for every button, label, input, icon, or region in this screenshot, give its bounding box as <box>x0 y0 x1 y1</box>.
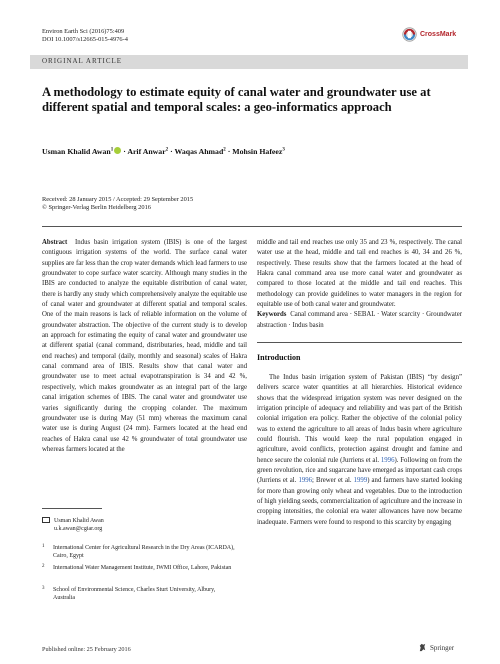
copyright: © Springer-Verlag Berlin Heidelberg 2016 <box>42 204 151 212</box>
author-affil-number: 2 <box>165 147 169 153</box>
citation-link[interactable]: 1999 <box>353 477 368 485</box>
springer-horse-icon <box>418 643 427 652</box>
journal-citation: Environ Earth Sci (2016)75:409 <box>42 28 125 35</box>
intro-text: ; Brewer et al. <box>312 477 352 485</box>
springer-logo <box>418 643 454 652</box>
abstract-text: Indus basin irrigation system (IBIS) is one of the largest contiguous irrigation systems of the world. The surface canal water supplies are far less than the crop water demands which lead farmers to use groundwater to cope surface water scarcity. Although many studies in the IBIS are conducted to analyze the equitable distribution of canal water, there is hardly any study which comprehensively analyze the equitable use of canal water and groundwater at different spatial and temporal scales. One of the main reasons is lack of reliable information on the volume of groundwater abstraction. The objective of the current study is to develop an approach for estimating the equity of canal water and groundwater use at different spatial (canal command, distributaries, head, middle and tail end reaches) and temporal (daily, monthly and seasonal) scales of Hakra canal command area of IBIS. Results show that canal water and groundwater use to meet actual evapotranspiration is 34 and 42 %, respectively, which makes groundwater as an integral part of the large canal irrigation schemes of IBIS. The canal water and groundwater use varies significantly during the cropping colander. The maximum groundwater use is during May (51 mm) whereas the maximum canal water use is during August (24 mm). Farmers located at the head end reaches of Hakra canal use 42 % groundwater of total groundwater use whereas farmers located at the <box>42 239 248 453</box>
author-separator: · <box>121 147 128 156</box>
abstract-column <box>42 238 247 455</box>
journal-header <box>42 28 128 45</box>
abstract-continued: middle and tail end reaches use only 35 and 23 %, respectively. The canal water use at the head, middle and tail end reaches is 40, 34 and 26 %, respectively. These results show that the farmers located at the head of Hakra canal command area use more canal water and groundwater as compared to those located at the middle and tail end reaches. This methodology can provide guidelines to water managers in the region for equitable use of both canal water and groundwater. <box>257 239 462 309</box>
article-dates <box>42 196 193 212</box>
author-affil-number: 3 <box>282 147 285 153</box>
intro-text: The Indus basin irrigation system of Pakistan (IBIS) “by design” delivers scarce water quantities at all hierarchies. Historical evidence shows that the widespread irrigation system was never designed on the irrigation principle of adequacy and reliability and was part of the British colonial irrigation era policy. Rather the objective of the colonial policy was to extend the agriculture to all areas of Indus basin where agriculture could flourish. This would keep the rural population engaged in agriculture, avoid conflicts, protection against drought and famine and hence secure the colonial rule (Jurriens et al. <box>257 374 462 464</box>
affiliation-text: School of Environmental Science, Charles Sturt University, Albury, Australia <box>53 587 216 601</box>
intro-text: ) and farmers have started looking for more than growing only wheat and vegetables. Due to the introduction of high yielding seeds, commercialization of agriculture and the increase in cropping intensities, the colonial era water allowances have now became inadequate. Farmers were found to respond to this scarcity by engaging <box>257 477 462 526</box>
springer-label: Springer <box>430 643 455 652</box>
author-name[interactable]: Arif Anwar <box>127 147 166 156</box>
keywords-text: Canal command area · SEBAL · Water scarcity · Groundwater abstraction · Indus basin <box>257 311 462 329</box>
crossmark-icon <box>402 27 417 42</box>
envelope-icon <box>42 517 50 523</box>
crossmark-label: CrossMark <box>420 30 457 38</box>
citation-link[interactable]: 1996 <box>298 477 313 485</box>
author-name[interactable]: Mohsin Hafeez <box>232 147 283 156</box>
corresponding-author <box>54 517 259 533</box>
article-title: A methodology to estimate equity of canal water and groundwater use at different spatial and temporal scales: a geo-informatics approach <box>42 85 431 114</box>
corresponding-email[interactable]: u.k.awan@cgiar.org <box>54 526 103 532</box>
keywords-label: Keywords <box>257 311 287 319</box>
right-column-top <box>257 238 462 331</box>
affiliation <box>42 586 247 602</box>
published-online: Published online: 25 February 2016 <box>42 646 131 653</box>
received-accepted: Received: 28 January 2015 / Accepted: 29 September 2015 <box>42 196 194 203</box>
affiliation-text: International Center for Agricultural Research in the Dry Areas (ICARDA), Cairo, Egypt <box>53 545 235 559</box>
article-type-label: ORIGINAL ARTICLE <box>42 57 123 65</box>
intro-text: ). Following on from the green revolution, rice and sugarcane have emerged as important cash crops (Jurriens et al. <box>257 456 462 485</box>
corresponding-name: Usman Khalid Awan <box>54 518 104 524</box>
doi[interactable]: DOI 10.1007/s12665-015-4976-4 <box>42 36 128 44</box>
affiliation-number: 2 <box>42 564 45 569</box>
keywords-divider <box>257 342 462 343</box>
author-affil-number: 2 <box>223 147 226 153</box>
author-affil-number: 1 <box>110 147 114 153</box>
author-name[interactable]: Waqas Ahmad <box>174 147 224 156</box>
affiliation-number: 1 <box>42 544 45 549</box>
affiliation <box>42 564 247 580</box>
author-name[interactable]: Usman Khalid Awan <box>42 147 111 156</box>
citation-link[interactable]: 1996 <box>380 456 395 464</box>
abstract-label: Abstract <box>42 239 68 246</box>
author-list <box>42 147 462 156</box>
abstract-paragraph <box>42 238 247 455</box>
affiliation-number: 3 <box>42 586 45 591</box>
author-separator: · <box>168 147 175 156</box>
crossmark-badge[interactable] <box>402 25 462 43</box>
footnote-divider <box>42 508 102 509</box>
keywords <box>257 310 462 331</box>
affiliation <box>42 544 247 560</box>
introduction-heading: Introduction <box>257 353 301 362</box>
affiliation-text: International Water Management Institute, IWMI Office, Lahore, Pakistan <box>53 565 232 571</box>
author-separator: · <box>225 147 233 156</box>
introduction-paragraph <box>257 373 462 528</box>
header-divider <box>42 226 462 227</box>
